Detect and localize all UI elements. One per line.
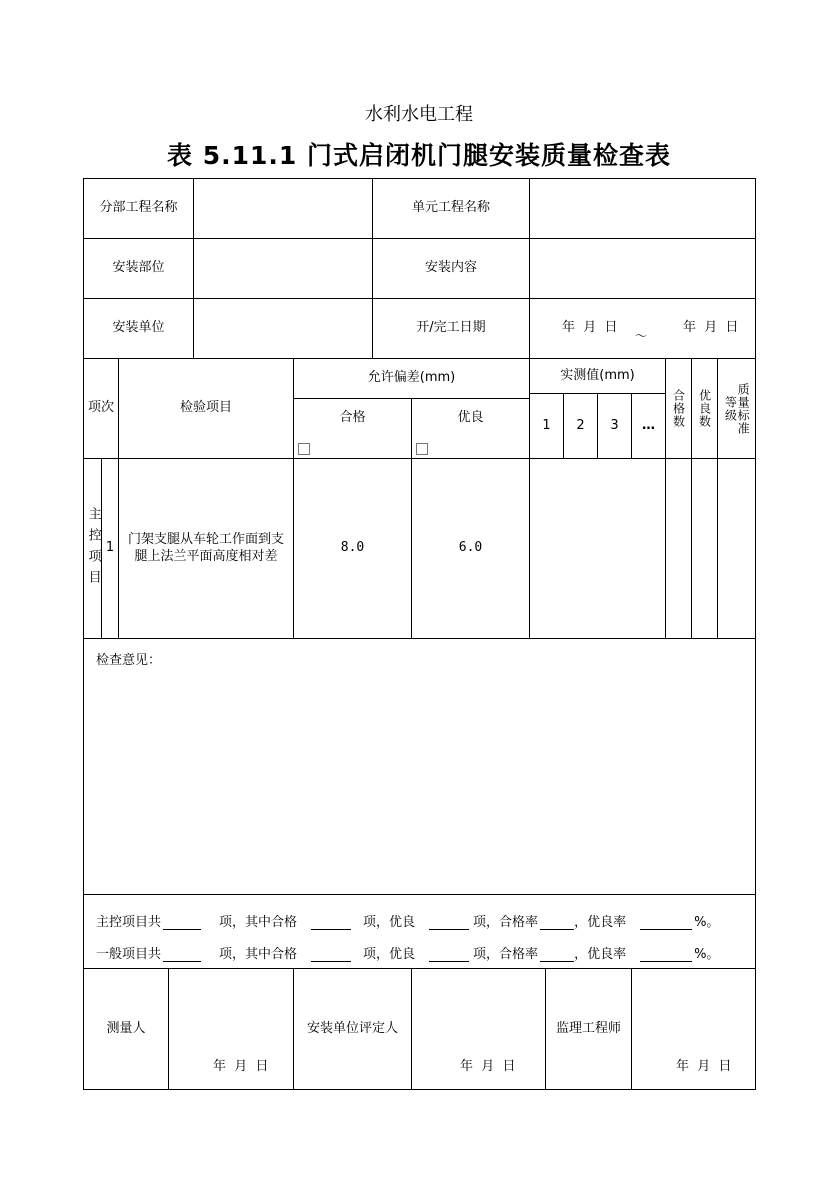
inspection-item-header: 检验项目 [179, 400, 232, 416]
main-excellent-blank[interactable] [429, 915, 469, 930]
unit-project-label: 单元工程名称 [411, 200, 490, 216]
main-excellent-rate-blank[interactable] [640, 915, 692, 930]
evaluator-label: 安装单位评定人 [306, 1020, 398, 1036]
evaluator-signature-field[interactable] [412, 969, 545, 1089]
measurer-label: 测量人 [106, 1020, 146, 1036]
excellent-header: 优良 [457, 409, 484, 425]
document-org: 水利水电工程 [365, 104, 473, 125]
inspection-item-text: 门架支腿从车轮工作面到支腿上法兰平面高度相对差 [127, 532, 284, 564]
measurer-date: 年 月 日 [213, 1059, 269, 1074]
general-total-blank[interactable] [163, 947, 201, 962]
supervisor-label: 监理工程师 [555, 1020, 621, 1036]
main-total-blank[interactable] [163, 915, 201, 930]
opinion-label: 检查意见： [96, 653, 162, 668]
general-excellent-rate-blank[interactable] [640, 947, 692, 962]
date-separator: ～ [635, 329, 648, 343]
install-location-label: 安装部位 [112, 260, 165, 276]
main-items-summary: 主控项目共 项，其中合格 项，优良 项，合格率 ，优良率 %。 [96, 915, 720, 930]
install-content-label: 安装内容 [424, 260, 477, 276]
general-qualified-rate-blank[interactable] [540, 947, 574, 962]
date-field[interactable] [530, 299, 755, 358]
measured-header: 实测值(mm) [560, 367, 635, 383]
main-qualified-blank[interactable] [311, 915, 351, 930]
tolerance-header: 允许偏差(mm) [367, 370, 456, 386]
qualified-checkbox[interactable] [298, 443, 310, 455]
quality-grade-header: 质量标准等级 [723, 382, 751, 435]
qualified-value: 8.0 [340, 540, 365, 556]
general-qualified-blank[interactable] [311, 947, 351, 962]
excellent-checkbox[interactable] [416, 443, 428, 455]
install-company-field[interactable] [194, 299, 372, 358]
measured-values-cell[interactable] [530, 459, 665, 638]
page-title: 表 5.11.1 门式启闭机门腿安装质量检查表 [167, 141, 671, 170]
measurer-signature-field[interactable] [169, 969, 293, 1089]
measured-col-3: 3 [610, 417, 619, 433]
excellent-count-header: 优良数 [697, 389, 712, 428]
evaluator-date: 年 月 日 [460, 1059, 516, 1074]
general-excellent-blank[interactable] [429, 947, 469, 962]
opinion-field[interactable] [96, 669, 744, 884]
category-cell: 主控项目 [85, 506, 101, 591]
date-start: 年 月 日 [562, 320, 618, 336]
item-no-header: 项次 [87, 400, 114, 416]
qualified-header: 合格 [339, 409, 366, 425]
date-end: 年 月 日 [683, 320, 739, 336]
sub-project-label: 分部工程名称 [99, 200, 178, 216]
unit-project-field[interactable] [530, 179, 755, 238]
measured-col-1: 1 [542, 417, 551, 433]
inspection-form [83, 178, 756, 1090]
supervisor-date: 年 月 日 [676, 1059, 732, 1074]
measured-col-2: 2 [576, 417, 585, 433]
main-qualified-rate-blank[interactable] [540, 915, 574, 930]
install-location-field[interactable] [194, 239, 372, 298]
row-number: 1 [105, 540, 115, 556]
install-company-label: 安装单位 [112, 320, 165, 336]
qualified-count-header: 合格数 [671, 389, 686, 428]
date-label: 开/完工日期 [416, 320, 486, 336]
general-items-summary: 一般项目共 项，其中合格 项，优良 项，合格率 ，优良率 %。 [96, 947, 720, 962]
sub-project-field[interactable] [194, 179, 372, 238]
install-content-field[interactable] [530, 239, 755, 298]
measured-col-more: … [642, 417, 655, 433]
excellent-value: 6.0 [458, 540, 483, 556]
supervisor-signature-field[interactable] [632, 969, 755, 1089]
